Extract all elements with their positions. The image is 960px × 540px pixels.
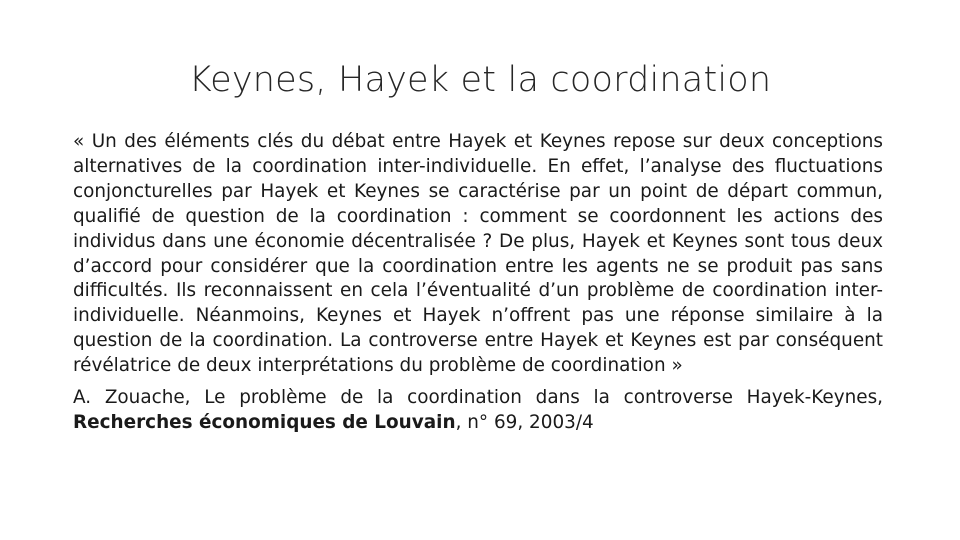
- citation-details: , n° 69, 2003/4: [455, 411, 594, 433]
- citation-paragraph: [73, 386, 883, 436]
- quote-paragraph: « Un des éléments clés du débat entre Hayek et Keynes repose sur deux conceptions alternatives de la coordination inter-individuelle. En effet, l’analyse des fluctuations conjoncturelles par Hayek et Keynes se caractérise par un point de départ commun, qualifié de question de la coordination : comment se coordonnent les actions des individus dans une économie décentralisée ? De plus, Hayek et Keynes sont tous deux d’accord pour considérer que la coordination entre les agents ne se produit pas sans difficultés. Ils reconnaissent en cela l’éventualité d’un problème de coordination inter-individuelle. Néanmoins, Keynes et Hayek n’offrent pas une réponse similaire à la question de la coordination. La controverse entre Hayek et Keynes est par conséquent révélatrice de deux interprétations du problème de coordination »: [73, 131, 883, 377]
- slide-body: [73, 130, 883, 436]
- citation-journal: Recherches économiques de Louvain: [73, 411, 456, 433]
- citation-author-title: A. Zouache, Le problème de la coordination dans la controverse Hayek-Keynes,: [73, 387, 883, 409]
- slide-title: Keynes, Hayek et la coordination: [188, 60, 772, 100]
